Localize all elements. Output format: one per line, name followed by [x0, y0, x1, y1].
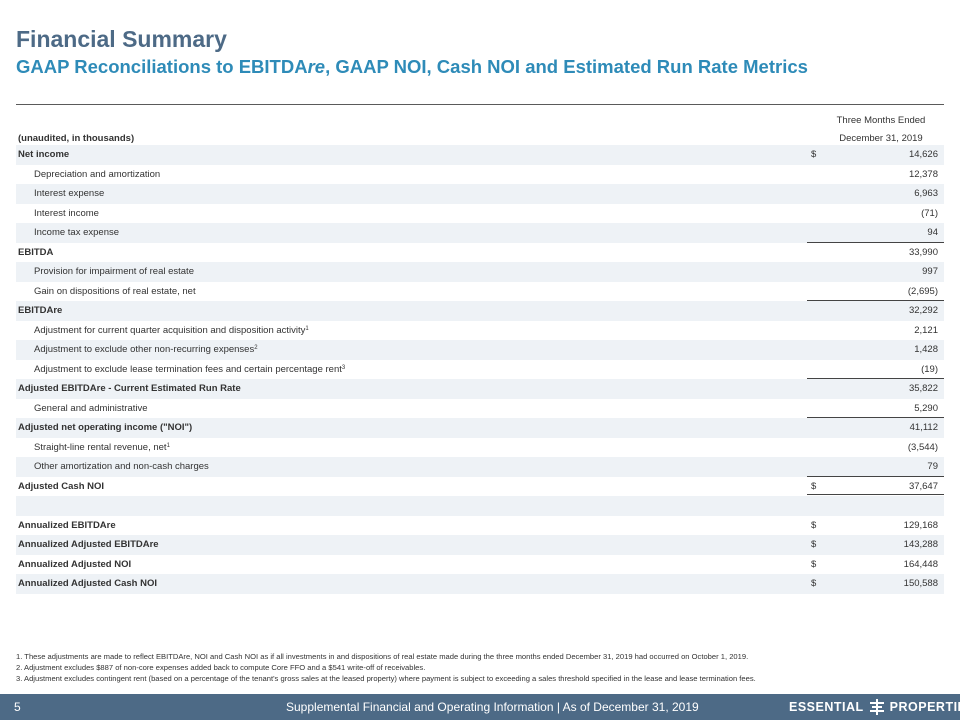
row-label [34, 457, 209, 477]
period-header: Three Months Ended [836, 115, 926, 126]
row-value: 79 [927, 461, 938, 472]
row-label [18, 535, 159, 555]
table-row [16, 360, 944, 380]
row-value: 129,168 [903, 519, 938, 531]
footnote-2: 2. Adjustment excludes $887 of non-core expenses added back to compute Core FFO and a $541 write-off of receivables. [16, 663, 426, 672]
row-label-text: Adjustment to exclude lease termination fees and certain percentage rent [34, 363, 342, 375]
table-row [16, 418, 944, 438]
row-label [34, 204, 99, 224]
row-label-text: Annualized EBITDAre [18, 519, 116, 531]
row-value: 33,990 [908, 246, 938, 258]
footnote-1: 1. These adjustments are made to reflect EBITDAre, NOI and Cash NOI as if all investments in and dispositions of real estate made during the three months ended December 31, 2019 had occurred on October 1, 2019. [16, 652, 749, 661]
row-label [18, 477, 104, 497]
row-value: (71) [921, 207, 938, 219]
table-row [16, 496, 944, 516]
row-label-text: EBITDAre [18, 305, 63, 316]
row-label-text: Adjustment for current quarter acquisition and disposition activity [34, 324, 306, 336]
table-row [16, 321, 944, 341]
row-value: 143,288 [903, 539, 938, 550]
row-label-text: Straight-line rental revenue, net [34, 441, 167, 453]
logo-word-left: ESSENTIAL [789, 700, 864, 714]
units-header: (unaudited, in thousands) [18, 133, 135, 144]
footnote-marker: 1 [166, 442, 170, 449]
row-label-text: Adjustment to exclude other non-recurring expenses [34, 344, 255, 355]
row-label-text: Interest income [34, 207, 99, 219]
row-label-text: Other amortization and non-cash charges [34, 461, 209, 472]
row-label [34, 184, 104, 204]
table-row [16, 301, 944, 321]
footnote-marker: 3 [341, 364, 346, 371]
row-value: 164,448 [903, 558, 938, 570]
row-label [18, 379, 241, 399]
table-row [16, 165, 944, 185]
row-label-text: Adjusted Cash NOI [18, 480, 105, 492]
row-value: 2,121 [914, 324, 938, 336]
row-label [34, 282, 196, 302]
row-value: 1,428 [914, 344, 938, 355]
row-label [34, 165, 160, 185]
currency-symbol: $ [811, 558, 817, 570]
row-label [34, 321, 309, 341]
footer-bar [0, 694, 975, 720]
row-label [34, 223, 119, 243]
row-label-text: Provision for impairment of real estate [34, 266, 194, 277]
row-label-text: Income tax expense [34, 227, 120, 238]
row-label-text: Depreciation and amortization [34, 168, 161, 180]
row-label-text: Annualized Adjusted EBITDAre [18, 539, 159, 550]
row-label-text: Interest expense [34, 188, 105, 199]
row-label [18, 243, 53, 263]
date-header: December 31, 2019 [839, 133, 923, 144]
currency-symbol: $ [811, 578, 817, 589]
currency-symbol: $ [811, 539, 817, 550]
row-label-text: Adjusted EBITDAre - Current Estimated Run Rate [18, 383, 241, 394]
row-value: 35,822 [908, 383, 938, 394]
currency-symbol: $ [811, 480, 817, 492]
page-number: 5 [14, 700, 21, 714]
table-row [16, 574, 944, 594]
table-row [16, 204, 944, 224]
row-value: 997 [922, 266, 938, 277]
subtitle-italic: re [307, 56, 326, 77]
table-row [16, 379, 944, 399]
table-row [16, 438, 944, 458]
row-label [18, 145, 69, 165]
row-value: 32,292 [908, 305, 938, 316]
table-row [16, 535, 944, 555]
row-value: 6,963 [914, 188, 938, 199]
row-value: (19) [921, 363, 938, 375]
currency-symbol: $ [811, 149, 817, 160]
reconciliation-table [16, 104, 944, 594]
table-row [16, 340, 944, 360]
row-label [34, 438, 170, 458]
row-label [18, 301, 62, 321]
subtitle-post: , GAAP NOI, Cash NOI and Estimated Run Rate Metrics [325, 56, 808, 77]
footnote-marker: 1 [305, 325, 309, 332]
table-row [16, 223, 944, 243]
table-row [16, 145, 944, 165]
row-label-text: Gain on dispositions of real estate, net [34, 285, 196, 297]
table-row [16, 555, 944, 575]
row-label [18, 574, 157, 594]
table-body [16, 145, 944, 594]
row-label [34, 360, 345, 380]
logo-word-right: PROPERTIES [889, 700, 975, 714]
row-label [18, 555, 131, 575]
row-value: 12,378 [908, 168, 938, 180]
row-value: 5,290 [914, 402, 938, 414]
currency-symbol: $ [811, 519, 817, 531]
row-value: (2,695) [907, 285, 938, 297]
row-value: 150,588 [903, 578, 938, 589]
table-row [16, 477, 944, 497]
row-label-text: Adjusted net operating income ("NOI") [18, 422, 193, 433]
logo-mark-icon [870, 699, 884, 715]
table-header [16, 105, 944, 145]
table-row [16, 262, 944, 282]
footnote-marker: 2 [254, 345, 258, 351]
row-label-text: Annualized Adjusted Cash NOI [18, 578, 157, 589]
company-logo [789, 699, 975, 715]
footer-text: Supplemental Financial and Operating Information | As of December 31, 2019 [286, 700, 699, 714]
table-row [16, 399, 944, 419]
page-subtitle [16, 56, 808, 78]
row-value: 41,112 [909, 422, 938, 433]
table-row [16, 243, 944, 263]
subtitle-pre: GAAP Reconciliations to EBITDA [16, 56, 308, 77]
table-row [16, 516, 944, 536]
row-label [18, 418, 192, 438]
row-value: 94 [927, 227, 938, 238]
row-value: 37,647 [908, 480, 938, 492]
page-title: Financial Summary [16, 26, 227, 52]
row-label-text: Annualized Adjusted NOI [18, 558, 132, 570]
row-label-text: EBITDA [18, 246, 54, 258]
table-row [16, 457, 944, 477]
footnote-3: 3. Adjustment excludes contingent rent (based on a percentage of the tenant's gross sales at the leased property) where payment is subject to exceeding a sales threshold specified in the lease and lease termination fees. [16, 674, 756, 683]
row-label [18, 516, 116, 536]
row-label-text: General and administrative [34, 402, 148, 414]
row-label-text: Net income [18, 149, 70, 160]
row-value: (3,544) [907, 441, 938, 453]
row-label [34, 340, 258, 360]
table-row [16, 184, 944, 204]
row-label [34, 399, 148, 419]
footnotes [16, 651, 946, 684]
row-value: 14,626 [908, 149, 938, 160]
row-label [34, 262, 194, 282]
table-row [16, 282, 944, 302]
